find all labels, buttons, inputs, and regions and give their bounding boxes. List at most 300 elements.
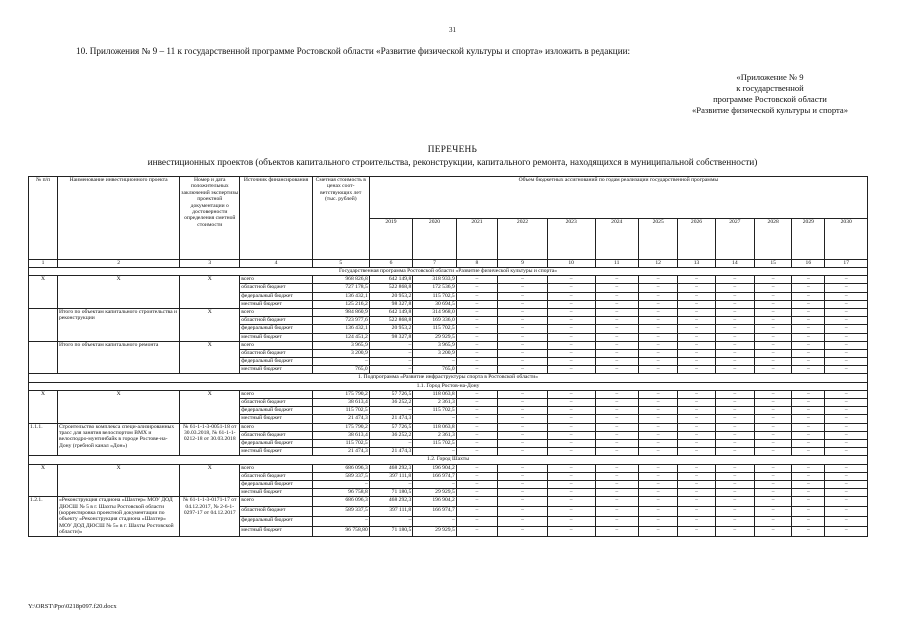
program-heading: Государственная программа Ростовской области «Развитие физической культуры и спорта»	[29, 268, 868, 276]
value-2020: 314 968,0	[413, 308, 457, 316]
empty-year-value: –	[678, 448, 715, 456]
empty-year-value: –	[639, 489, 678, 497]
empty-year-value: –	[456, 516, 497, 526]
empty-year-value: –	[498, 366, 548, 374]
empty-year-value: –	[678, 390, 715, 398]
empty-year-value: –	[715, 423, 754, 431]
empty-year-value: –	[755, 333, 792, 341]
empty-year-value: –	[755, 439, 792, 447]
value-2020: 166 974,7	[413, 472, 457, 480]
empty-year-value: –	[792, 308, 825, 316]
empty-year-value: –	[678, 341, 715, 349]
funding-source: всего	[240, 276, 313, 284]
empty-year-value: –	[547, 526, 595, 536]
empty-year-value: –	[825, 526, 868, 536]
empty-year-value: –	[678, 431, 715, 439]
empty-year-value: –	[639, 366, 678, 374]
empty-year-value: –	[547, 276, 595, 284]
header-year: 2022	[498, 218, 548, 260]
city-heading: 1.2. Город Шахты	[29, 456, 868, 464]
value-2020: 765,0	[413, 366, 457, 374]
empty-year-value: –	[639, 516, 678, 526]
expertise-doc: Х	[180, 341, 240, 374]
value-2020: 3 965,9	[413, 341, 457, 349]
empty-year-value: –	[715, 292, 754, 300]
empty-year-value: –	[715, 448, 754, 456]
value-2019: 71 180,5	[369, 489, 413, 497]
value-2020: 196 904,2	[413, 464, 457, 472]
empty-year-value: –	[825, 431, 868, 439]
value-2019: 397 111,8	[369, 507, 413, 517]
empty-year-value: –	[755, 472, 792, 480]
empty-year-value: –	[595, 480, 639, 488]
empty-year-value: –	[792, 325, 825, 333]
row-number: Х	[29, 390, 58, 423]
header-year: 2021	[456, 218, 497, 260]
value-2019: 98 327,8	[369, 300, 413, 308]
header-volume: Объем бюджетных ассигнований по годам реализации государственной программы	[369, 177, 867, 219]
empty-year-value: –	[792, 358, 825, 366]
column-number: 1	[29, 260, 58, 268]
empty-year-value: –	[547, 480, 595, 488]
empty-year-value: –	[755, 390, 792, 398]
empty-year-value: –	[825, 317, 868, 325]
empty-year-value: –	[639, 464, 678, 472]
city-heading-row	[29, 382, 868, 390]
empty-year-value: –	[456, 308, 497, 316]
value-2020: 29 929,5	[413, 489, 457, 497]
empty-year-value: –	[498, 516, 548, 526]
empty-year-value: –	[792, 349, 825, 357]
empty-year-value: –	[547, 308, 595, 316]
empty-year-value: –	[678, 415, 715, 423]
empty-year-value: –	[547, 284, 595, 292]
empty-year-value: –	[547, 358, 595, 366]
value-2020: 115 702,5	[413, 325, 457, 333]
empty-year-value: –	[639, 526, 678, 536]
empty-year-value: –	[678, 276, 715, 284]
value-2019: –	[369, 439, 413, 447]
empty-year-value: –	[825, 333, 868, 341]
empty-year-value: –	[639, 448, 678, 456]
empty-year-value: –	[639, 472, 678, 480]
empty-year-value: –	[639, 497, 678, 507]
value-2019: 522 868,8	[369, 317, 413, 325]
empty-year-value: –	[715, 497, 754, 507]
column-number: 3	[180, 260, 240, 268]
empty-year-value: –	[595, 325, 639, 333]
value-2020: –	[413, 448, 457, 456]
empty-year-value: –	[825, 448, 868, 456]
empty-year-value: –	[498, 497, 548, 507]
funding-source: всего	[240, 308, 313, 316]
empty-year-value: –	[715, 516, 754, 526]
empty-year-value: –	[498, 415, 548, 423]
cost-value: 115 702,5	[312, 407, 369, 415]
funding-source: всего	[240, 423, 313, 431]
empty-year-value: –	[456, 497, 497, 507]
empty-year-value: –	[825, 284, 868, 292]
empty-year-value: –	[755, 407, 792, 415]
empty-year-value: –	[456, 317, 497, 325]
empty-year-value: –	[547, 349, 595, 357]
empty-year-value: –	[715, 358, 754, 366]
empty-year-value: –	[456, 349, 497, 357]
value-2019: –	[369, 480, 413, 488]
empty-year-value: –	[547, 448, 595, 456]
funding-source: областной бюджет	[240, 349, 313, 357]
empty-year-value: –	[498, 489, 548, 497]
empty-year-value: –	[595, 526, 639, 536]
empty-year-value: –	[639, 300, 678, 308]
empty-year-value: –	[792, 516, 825, 526]
empty-year-value: –	[456, 366, 497, 374]
subprogram-heading-row	[29, 374, 868, 382]
empty-year-value: –	[678, 325, 715, 333]
funding-source: местный бюджет	[240, 448, 313, 456]
empty-year-value: –	[456, 415, 497, 423]
empty-year-value: –	[715, 325, 754, 333]
empty-year-value: –	[755, 507, 792, 517]
empty-year-value: –	[498, 526, 548, 536]
value-2019: 522 868,8	[369, 284, 413, 292]
empty-year-value: –	[547, 390, 595, 398]
empty-year-value: –	[825, 415, 868, 423]
empty-year-value: –	[825, 366, 868, 374]
cost-value: –	[312, 480, 369, 488]
empty-year-value: –	[678, 358, 715, 366]
empty-year-value: –	[595, 284, 639, 292]
column-number: 13	[678, 260, 715, 268]
value-2020: 196 904,2	[413, 497, 457, 507]
header-doc: Номер и дата положительных заключений экспертизы проектной документации о достоверности определения сметной стоимости	[180, 177, 240, 260]
empty-year-value: –	[456, 431, 497, 439]
empty-year-value: –	[595, 276, 639, 284]
empty-year-value: –	[792, 407, 825, 415]
program-heading-row	[29, 268, 868, 276]
funding-source: областной бюджет	[240, 431, 313, 439]
empty-year-value: –	[825, 390, 868, 398]
column-number: 16	[792, 260, 825, 268]
cost-value: –	[312, 516, 369, 526]
empty-year-value: –	[498, 300, 548, 308]
cost-value: 723 977,6	[312, 317, 369, 325]
empty-year-value: –	[547, 507, 595, 517]
empty-year-value: –	[456, 439, 497, 447]
empty-year-value: –	[755, 292, 792, 300]
empty-year-value: –	[639, 325, 678, 333]
empty-year-value: –	[456, 341, 497, 349]
empty-year-value: –	[456, 276, 497, 284]
header-year: 2024	[595, 218, 639, 260]
header-year: 2020	[413, 218, 457, 260]
cost-value: 686 096,3	[312, 464, 369, 472]
empty-year-value: –	[715, 276, 754, 284]
expertise-doc: Х	[180, 276, 240, 309]
header-name: Наименование инвестиционного проекта	[58, 177, 180, 260]
column-number: 2	[58, 260, 180, 268]
cost-value: 96 758,8	[312, 489, 369, 497]
funding-source: федеральный бюджет	[240, 292, 313, 300]
empty-year-value: –	[547, 333, 595, 341]
empty-year-value: –	[456, 472, 497, 480]
empty-year-value: –	[825, 516, 868, 526]
empty-year-value: –	[498, 349, 548, 357]
city-heading: 1.1. Город Ростов-на-Дону	[29, 382, 868, 390]
empty-year-value: –	[595, 300, 639, 308]
document-title-block	[0, 145, 905, 168]
empty-year-value: –	[639, 317, 678, 325]
cost-value: 21 474,3	[312, 448, 369, 456]
funding-source: областной бюджет	[240, 472, 313, 480]
empty-year-value: –	[639, 399, 678, 407]
value-2020: 2 361,3	[413, 399, 457, 407]
empty-year-value: –	[678, 300, 715, 308]
empty-year-value: –	[498, 507, 548, 517]
empty-year-value: –	[498, 358, 548, 366]
empty-year-value: –	[456, 325, 497, 333]
funding-source: областной бюджет	[240, 284, 313, 292]
empty-year-value: –	[639, 439, 678, 447]
empty-year-value: –	[639, 341, 678, 349]
empty-year-value: –	[792, 276, 825, 284]
empty-year-value: –	[595, 390, 639, 398]
cost-value: 38 613,4	[312, 399, 369, 407]
project-name: Х	[58, 276, 180, 309]
empty-year-value: –	[595, 399, 639, 407]
empty-year-value: –	[825, 358, 868, 366]
expertise-doc: № 61-1-1-3-0051-18 от 30.03.2018, № 61-1-1-0212-18 от 30.03.2018	[180, 423, 240, 456]
empty-year-value: –	[498, 308, 548, 316]
funding-source: местный бюджет	[240, 300, 313, 308]
funding-source: всего	[240, 464, 313, 472]
empty-year-value: –	[792, 390, 825, 398]
empty-year-value: –	[547, 366, 595, 374]
empty-year-value: –	[498, 407, 548, 415]
empty-year-value: –	[825, 341, 868, 349]
empty-year-value: –	[715, 308, 754, 316]
file-path-footer: Y:\ORST\Ppo\0218p097.f20.docx	[28, 603, 117, 610]
column-number: 8	[456, 260, 497, 268]
empty-year-value: –	[792, 341, 825, 349]
empty-year-value: –	[715, 366, 754, 374]
empty-year-value: –	[639, 431, 678, 439]
cost-value: 765,0	[312, 366, 369, 374]
value-2020: 118 063,8	[413, 423, 457, 431]
header-num: № п/п	[29, 177, 58, 260]
expertise-doc: Х	[180, 390, 240, 423]
cost-value: 3 965,9	[312, 341, 369, 349]
empty-year-value: –	[678, 333, 715, 341]
empty-year-value: –	[498, 292, 548, 300]
value-2019: 36 252,2	[369, 399, 413, 407]
empty-year-value: –	[825, 276, 868, 284]
page-number: 31	[449, 26, 456, 34]
value-2020: 29 929,5	[413, 526, 457, 536]
appendix-heading	[640, 72, 900, 116]
empty-year-value: –	[792, 333, 825, 341]
empty-year-value: –	[595, 407, 639, 415]
empty-year-value: –	[547, 472, 595, 480]
empty-year-value: –	[498, 439, 548, 447]
empty-year-value: –	[639, 415, 678, 423]
funding-source: местный бюджет	[240, 333, 313, 341]
cost-value: –	[312, 358, 369, 366]
cost-value: 984 860,9	[312, 308, 369, 316]
empty-year-value: –	[755, 448, 792, 456]
value-2020: 115 702,5	[413, 407, 457, 415]
empty-year-value: –	[456, 489, 497, 497]
empty-year-value: –	[715, 390, 754, 398]
empty-year-value: –	[825, 472, 868, 480]
value-2020: 118 063,8	[413, 390, 457, 398]
header-year: 2026	[678, 218, 715, 260]
empty-year-value: –	[547, 423, 595, 431]
funding-source: федеральный бюджет	[240, 358, 313, 366]
empty-year-value: –	[498, 317, 548, 325]
empty-year-value: –	[678, 464, 715, 472]
table-row	[29, 308, 868, 316]
value-2019: –	[369, 366, 413, 374]
empty-year-value: –	[755, 415, 792, 423]
value-2019: –	[369, 349, 413, 357]
empty-year-value: –	[595, 349, 639, 357]
empty-year-value: –	[792, 497, 825, 507]
empty-year-value: –	[678, 349, 715, 357]
value-2019: 20 953,2	[369, 325, 413, 333]
investment-projects-table	[28, 176, 868, 537]
empty-year-value: –	[792, 399, 825, 407]
empty-year-value: –	[825, 325, 868, 333]
empty-year-value: –	[825, 423, 868, 431]
empty-year-value: –	[547, 415, 595, 423]
empty-year-value: –	[678, 516, 715, 526]
value-2020: 3 200,9	[413, 349, 457, 357]
empty-year-value: –	[678, 489, 715, 497]
cost-value: 136 432,1	[312, 325, 369, 333]
empty-year-value: –	[678, 366, 715, 374]
value-2019: –	[369, 407, 413, 415]
empty-year-value: –	[792, 431, 825, 439]
value-2019: 21 474,3	[369, 448, 413, 456]
cost-value: 125 216,2	[312, 300, 369, 308]
funding-source: областной бюджет	[240, 317, 313, 325]
empty-year-value: –	[715, 526, 754, 536]
project-name: «Реконструкция стадиона «Шахтер» МОУ ДОД ДЮСШ № 5 в г. Шахты Ростовской области (корректировка проектной документации по объекту «Реконструкция стадиона «Шахтер» МОУ ДОД ДЮСШ № 5» в г. Шахты Ростовской области)»	[58, 497, 180, 536]
expertise-doc: Х	[180, 308, 240, 341]
header-year: 2027	[715, 218, 754, 260]
empty-year-value: –	[715, 284, 754, 292]
appendix-line: программе Ростовской области	[713, 94, 827, 104]
empty-year-value: –	[547, 407, 595, 415]
value-2020: 172 536,9	[413, 284, 457, 292]
table-row	[29, 423, 868, 431]
empty-year-value: –	[715, 415, 754, 423]
empty-year-value: –	[595, 431, 639, 439]
empty-year-value: –	[792, 448, 825, 456]
empty-year-value: –	[792, 300, 825, 308]
column-number: 6	[369, 260, 413, 268]
column-number: 4	[240, 260, 313, 268]
empty-year-value: –	[595, 497, 639, 507]
project-name: Итого по объектам капитального ремонта	[58, 341, 180, 374]
empty-year-value: –	[755, 480, 792, 488]
empty-year-value: –	[825, 292, 868, 300]
empty-year-value: –	[456, 358, 497, 366]
header-year: 2028	[755, 218, 792, 260]
empty-year-value: –	[715, 439, 754, 447]
empty-year-value: –	[715, 489, 754, 497]
cost-value: 38 613,4	[312, 431, 369, 439]
cost-value: 968 826,8	[312, 276, 369, 284]
value-2020: 115 702,5	[413, 439, 457, 447]
row-number	[29, 308, 58, 341]
empty-year-value: –	[595, 423, 639, 431]
empty-year-value: –	[456, 390, 497, 398]
empty-year-value: –	[595, 448, 639, 456]
column-number-row	[29, 260, 868, 268]
column-number: 12	[639, 260, 678, 268]
empty-year-value: –	[639, 349, 678, 357]
empty-year-value: –	[498, 325, 548, 333]
empty-year-value: –	[755, 464, 792, 472]
column-number: 5	[312, 260, 369, 268]
empty-year-value: –	[755, 526, 792, 536]
column-number: 17	[825, 260, 868, 268]
value-2020: –	[413, 480, 457, 488]
empty-year-value: –	[595, 507, 639, 517]
empty-year-value: –	[825, 497, 868, 507]
empty-year-value: –	[825, 507, 868, 517]
empty-year-value: –	[755, 366, 792, 374]
empty-year-value: –	[755, 349, 792, 357]
empty-year-value: –	[755, 516, 792, 526]
appendix-line: «Приложение № 9	[736, 72, 804, 82]
empty-year-value: –	[678, 507, 715, 517]
header-year: 2025	[639, 218, 678, 260]
cost-value: 21 474,3	[312, 415, 369, 423]
value-2020: 169 336,0	[413, 317, 457, 325]
cost-value: 589 337,5	[312, 507, 369, 517]
table-row	[29, 497, 868, 507]
row-number	[29, 341, 58, 374]
empty-year-value: –	[639, 276, 678, 284]
expertise-doc: Х	[180, 464, 240, 497]
empty-year-value: –	[715, 317, 754, 325]
empty-year-value: –	[547, 489, 595, 497]
funding-source: федеральный бюджет	[240, 480, 313, 488]
empty-year-value: –	[456, 507, 497, 517]
empty-year-value: –	[755, 358, 792, 366]
empty-year-value: –	[595, 341, 639, 349]
value-2019: 468 292,3	[369, 464, 413, 472]
empty-year-value: –	[678, 472, 715, 480]
empty-year-value: –	[639, 480, 678, 488]
empty-year-value: –	[456, 292, 497, 300]
empty-year-value: –	[639, 333, 678, 341]
value-2020: 115 702,5	[413, 292, 457, 300]
table-row	[29, 276, 868, 284]
row-number: 1.1.1.	[29, 423, 58, 456]
value-2019: 57 726,5	[369, 390, 413, 398]
value-2020: 30 694,5	[413, 300, 457, 308]
appendix-line: «Развитие физической культуры и спорта»	[692, 105, 848, 115]
empty-year-value: –	[755, 284, 792, 292]
value-2019: 57 726,5	[369, 423, 413, 431]
empty-year-value: –	[792, 480, 825, 488]
empty-year-value: –	[639, 407, 678, 415]
value-2019: –	[369, 516, 413, 526]
